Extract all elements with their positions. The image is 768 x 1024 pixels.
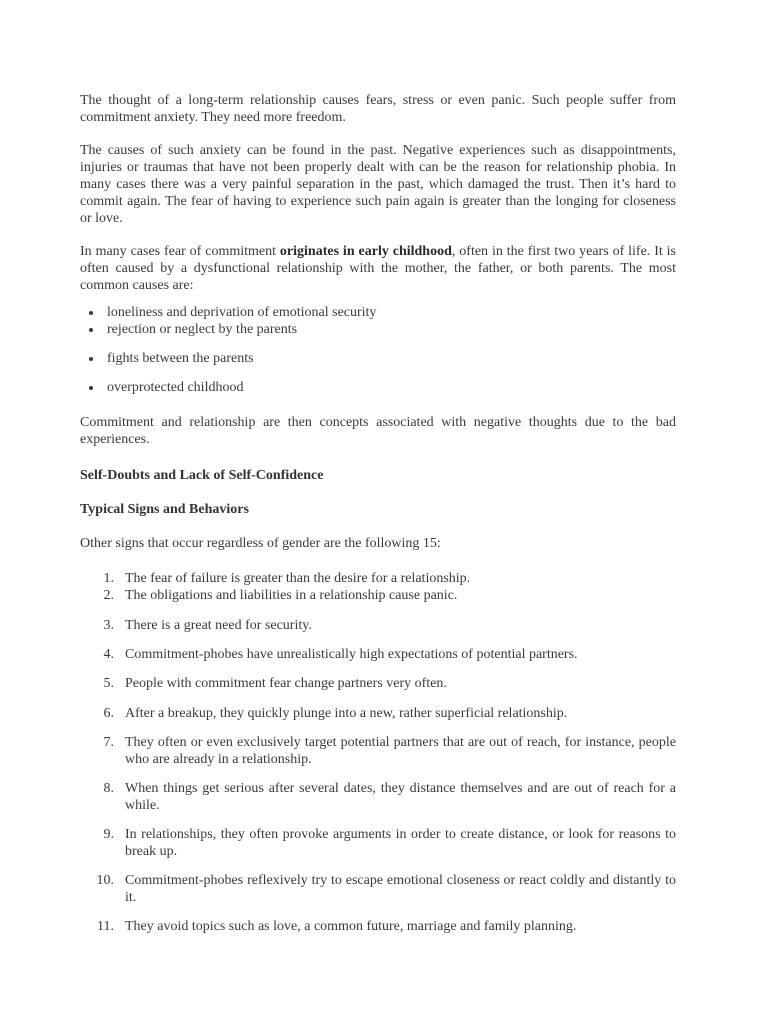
list-item: overprotected childhood <box>80 379 676 396</box>
list-item <box>80 617 676 634</box>
childhood-paragraph-end: , often in the first two years of life. It is often caused by a dysfunctional relationship with the mother, the father, or both parents. The most common causes are: <box>80 244 676 293</box>
childhood-paragraph <box>80 243 676 294</box>
list-item <box>80 675 676 692</box>
signs-intro-paragraph: Other signs that occur regardless of gender are the following 15: <box>80 536 441 551</box>
list-item-text: There is a great need for security. <box>125 618 312 633</box>
section-heading: Self-Doubts and Lack of Self-Confidence <box>80 468 324 483</box>
list-item-number: 1. <box>103 571 114 586</box>
list-item-text: Commitment-phobes reflexively try to escape emotional closeness or react coldly and distantly to it. <box>125 873 676 905</box>
list-item <box>80 705 676 722</box>
document-body <box>80 92 676 935</box>
list-item-text: The obligations and liabilities in a relationship cause panic. <box>125 588 458 603</box>
list-item <box>80 646 676 663</box>
consequence-paragraph: Commitment and relationship are then concepts associated with negative thoughts due to the bad experiences. <box>80 415 676 447</box>
intro-paragraph: The thought of a long-term relationship causes fears, stress or even panic. Such people suffer from commitment anxiety. They need more freedom. <box>80 93 676 125</box>
list-item-number: 9. <box>103 827 114 842</box>
list-item-text: They avoid topics such as love, a common future, marriage and family planning. <box>125 919 577 934</box>
section-heading: Typical Signs and Behaviors <box>80 502 249 517</box>
list-item-number: 8. <box>103 781 114 796</box>
list-item-number: 5. <box>103 676 114 691</box>
list-item-number: 4. <box>103 647 114 662</box>
list-item: rejection or neglect by the parents <box>80 321 676 338</box>
list-item-number: 6. <box>103 706 114 721</box>
list-item-text: Commitment-phobes have unrealistically high expectations of potential partners. <box>125 647 578 662</box>
signs-list <box>80 570 676 935</box>
list-item-number: 2. <box>103 588 114 603</box>
list-item <box>80 587 676 604</box>
list-item-text: In relationships, they often provoke arguments in order to create distance, or look for reasons to break up. <box>125 827 676 859</box>
list-item <box>80 918 676 935</box>
list-item-text: After a breakup, they quickly plunge into a new, rather superficial relationship. <box>125 706 568 721</box>
list-item-text: The fear of failure is greater than the desire for a relationship. <box>125 571 471 586</box>
list-item <box>80 570 676 587</box>
list-item <box>80 872 676 906</box>
childhood-paragraph-start: In many cases fear of commitment <box>80 244 280 259</box>
list-item: loneliness and deprivation of emotional security <box>80 304 676 321</box>
list-item: fights between the parents <box>80 350 676 367</box>
causes-list <box>80 304 676 396</box>
list-item-number: 3. <box>103 618 114 633</box>
childhood-paragraph-emphasis: originates in early childhood <box>279 244 452 259</box>
list-item-number: 11. <box>97 919 114 934</box>
list-item <box>80 734 676 768</box>
list-item-number: 7. <box>103 735 114 750</box>
list-item-text: They often or even exclusively target potential partners that are out of reach, for instance, people who are already in a relationship. <box>125 735 676 767</box>
list-item <box>80 826 676 860</box>
causes-paragraph: The causes of such anxiety can be found in the past. Negative experiences such as disappointments, injuries or traumas that have not been properly dealt with can be the reason for relationship phobia. In many cases there was a very painful separation in the past, which damaged the trust. Then it’s hard to commit again. The fear of having to experience such pain again is greater than the longing for closeness or love. <box>80 143 676 226</box>
list-item-text: When things get serious after several dates, they distance themselves and are out of reach for a while. <box>125 781 676 813</box>
list-item-number: 10. <box>96 873 114 888</box>
list-item-text: People with commitment fear change partners very often. <box>125 676 447 691</box>
list-item <box>80 780 676 814</box>
